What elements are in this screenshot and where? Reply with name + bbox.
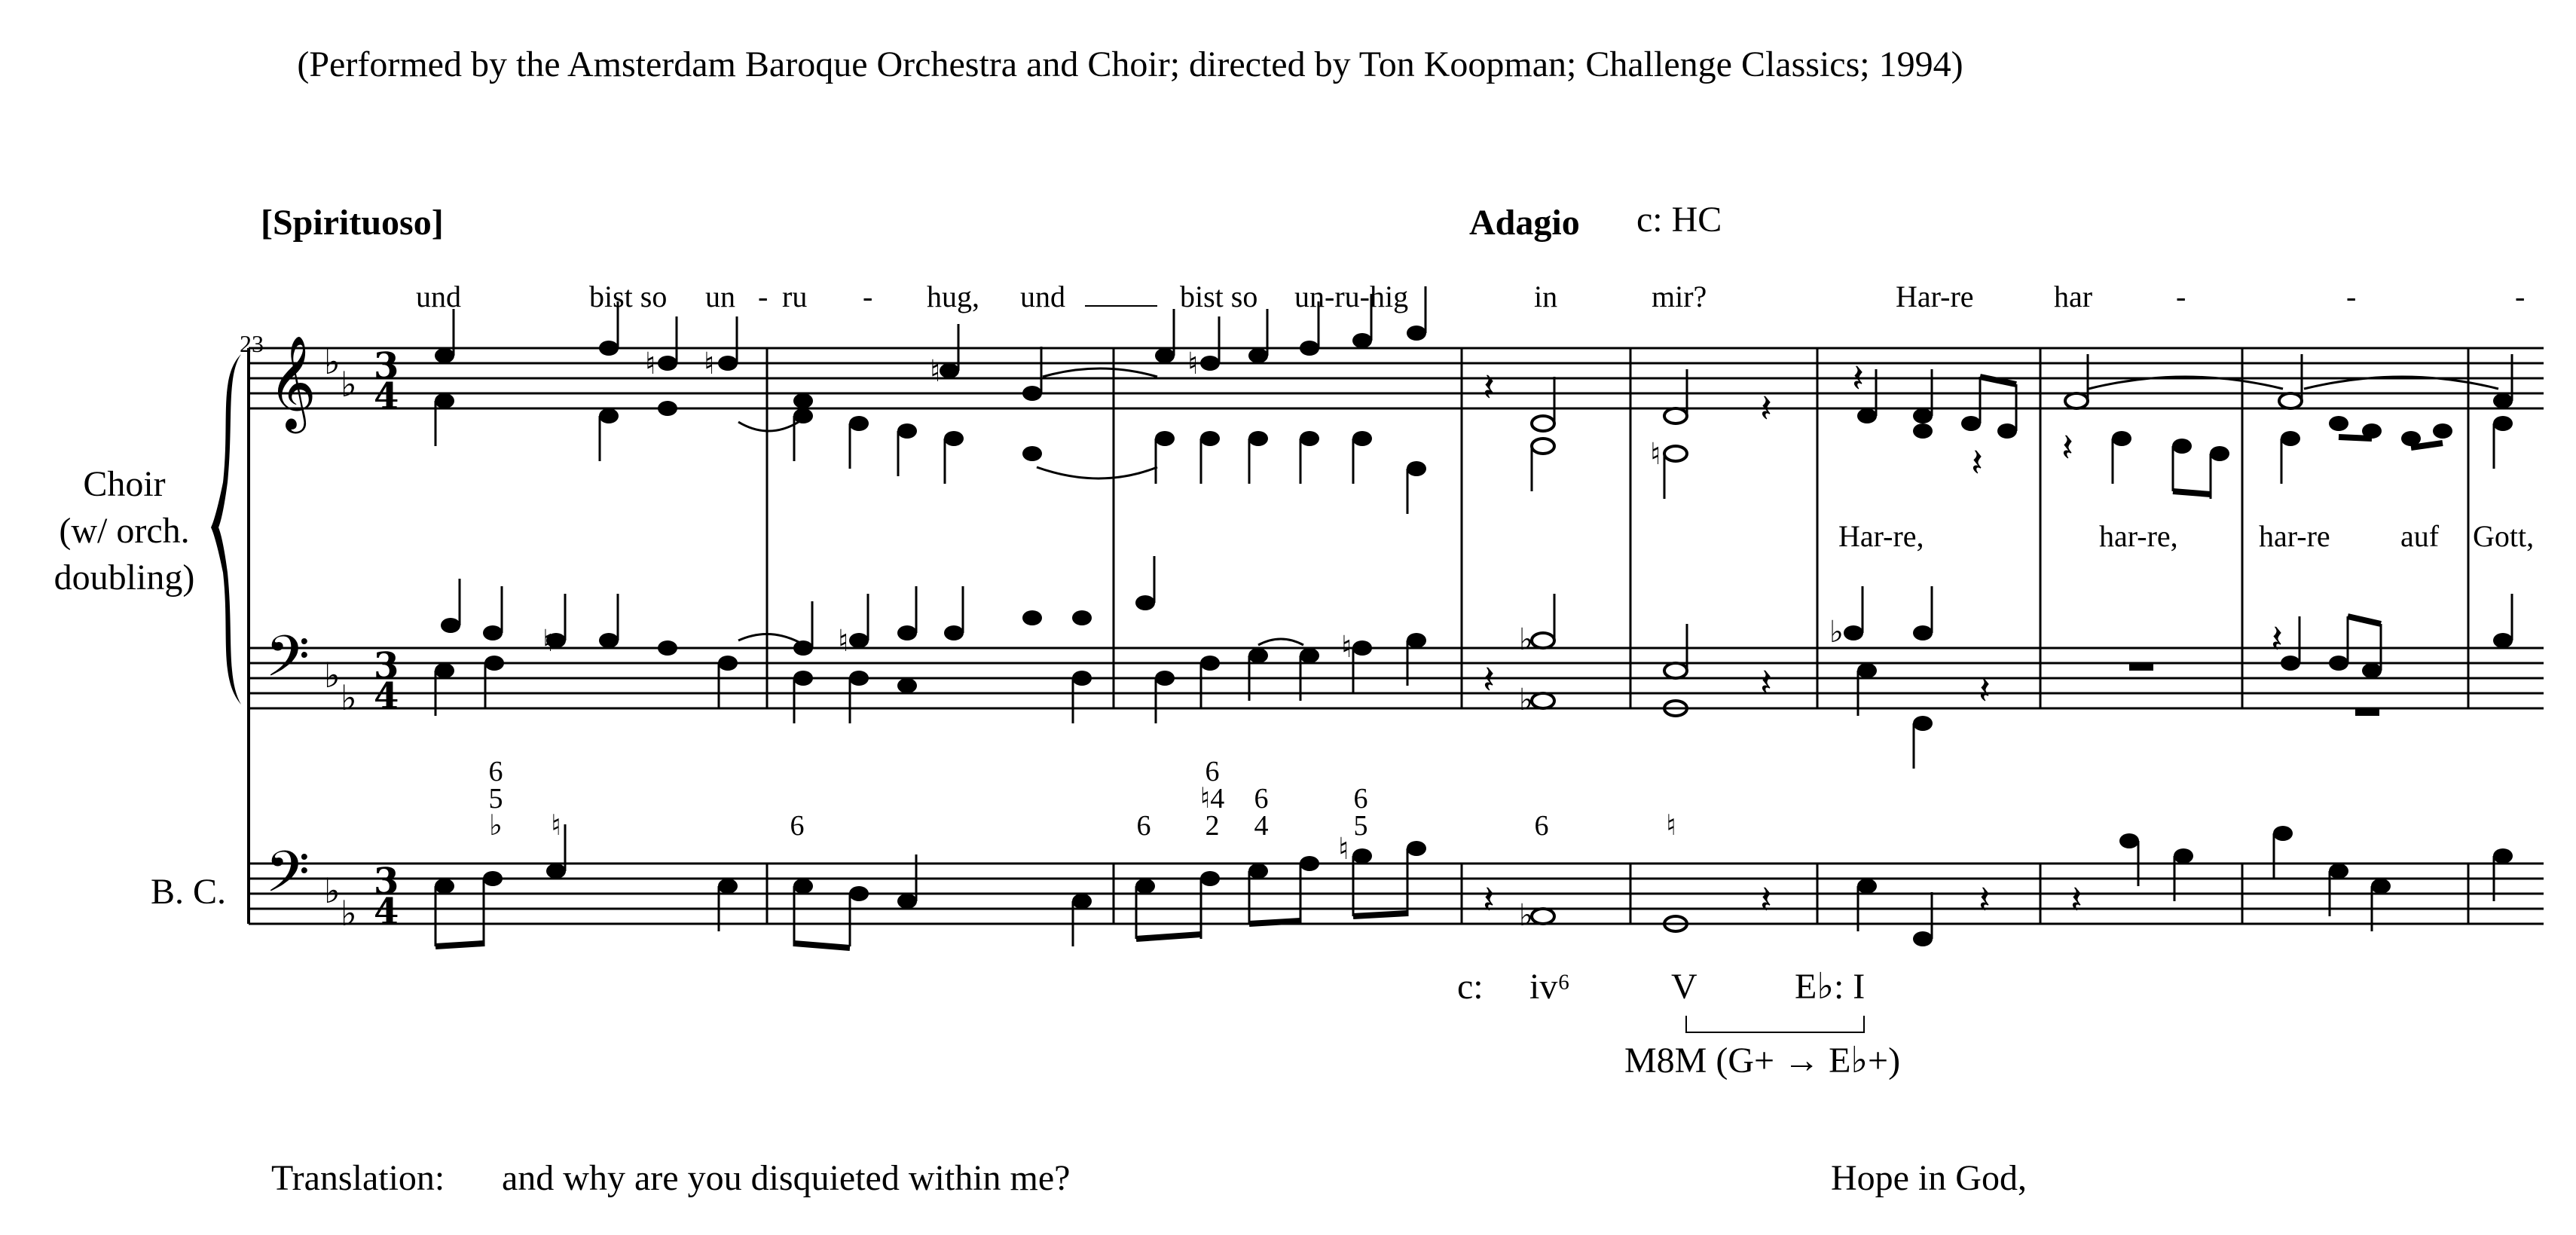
svg-text:𝄽: 𝄽 — [2271, 617, 2283, 662]
svg-text:𝄽: 𝄽 — [2061, 426, 2073, 471]
svg-text:♭: ♭ — [324, 341, 341, 382]
measure-number: 23 — [240, 330, 264, 357]
svg-text:3: 3 — [374, 861, 399, 903]
analysis-bracket — [1686, 1016, 1864, 1032]
figure: 6 — [1205, 756, 1220, 787]
lyric-top: ru — [782, 280, 808, 313]
svg-text:♮: ♮ — [1187, 347, 1199, 381]
lyric-top: bist so — [589, 280, 668, 313]
roman-chord: iv⁶ — [1529, 967, 1571, 1007]
choir-label-line: (w/ orch. — [59, 511, 190, 551]
performance-caption: (Performed by the Amsterdam Baroque Orchestra and Choir; directed by Ton Koopman; Challenge Classics; 1994) — [297, 44, 1963, 84]
svg-text:𝄢: 𝄢 — [265, 839, 310, 919]
accidentals — [542, 347, 1844, 933]
figure: 6 — [488, 756, 503, 787]
cadence-marking: c: HC — [1636, 200, 1722, 240]
tempo-adagio: Adagio — [1469, 203, 1580, 243]
svg-text:3: 3 — [374, 345, 399, 387]
lyric-top: har — [2054, 280, 2093, 313]
time-signatures — [374, 345, 399, 933]
staff-treble — [249, 348, 2544, 408]
svg-text:♭: ♭ — [1519, 898, 1533, 933]
ties — [738, 368, 2498, 645]
svg-text:𝄽: 𝄽 — [1971, 441, 1983, 486]
tempo-spirituoso: [Spirituoso] — [261, 203, 444, 243]
figure: ♮ — [551, 810, 561, 842]
rests — [1483, 356, 2283, 923]
svg-text:♮: ♮ — [838, 624, 849, 659]
svg-text:♮: ♮ — [645, 347, 656, 381]
figure: ♭ — [489, 810, 503, 842]
lyric-top: un — [705, 280, 735, 313]
lyric-middle: Gott, — [2473, 519, 2535, 553]
svg-text:4: 4 — [374, 375, 399, 417]
lyric-top: mir? — [1652, 280, 1707, 313]
svg-text:𝄽: 𝄽 — [1979, 878, 1991, 923]
figure: ♮4 — [1199, 783, 1225, 815]
svg-text:𝄽: 𝄽 — [1852, 356, 1864, 402]
lyric-top: bist so — [1180, 280, 1258, 313]
lyric-top: Har-re — [1896, 280, 1974, 313]
lyric-top: - — [2176, 280, 2186, 313]
lyric-top: - — [2515, 280, 2526, 313]
svg-text:♭: ♭ — [324, 655, 341, 695]
svg-text:𝄽: 𝄽 — [1979, 668, 1991, 714]
svg-text:♮: ♮ — [930, 354, 941, 389]
key-signatures — [324, 341, 357, 934]
figure: 2 — [1205, 810, 1220, 842]
svg-text:𝄽: 𝄽 — [1760, 387, 1772, 432]
svg-text:♭: ♭ — [1829, 615, 1844, 650]
lyric-top: - — [863, 280, 873, 313]
choir-label-line: doubling) — [53, 558, 195, 598]
bass-clefs — [265, 623, 310, 919]
lyric-top: hug, — [927, 280, 979, 313]
lyric-top: und — [416, 280, 461, 313]
svg-text:𝄽: 𝄽 — [1760, 878, 1772, 923]
lyric-middle: Har-re, — [1838, 519, 1924, 553]
translation-label: Translation: — [271, 1158, 445, 1198]
roman-key: c: — [1457, 967, 1484, 1007]
svg-text:♮: ♮ — [542, 624, 554, 659]
figure: 6 — [1136, 810, 1151, 842]
lyric-top: un-ru-hig — [1294, 280, 1409, 313]
svg-text:♭: ♭ — [1519, 683, 1533, 717]
svg-text:♮: ♮ — [1650, 437, 1661, 472]
figure: 6 — [1254, 783, 1269, 815]
svg-text:4: 4 — [374, 891, 399, 933]
lyric-middle: har-re, — [2099, 519, 2178, 553]
whole-rest — [2355, 708, 2379, 716]
barlines — [767, 348, 2468, 924]
figure: 6 — [790, 810, 805, 842]
stems — [435, 286, 2512, 946]
lyric-top: in — [1534, 280, 1558, 313]
roman-chord: V — [1671, 967, 1697, 1007]
figure: ♮ — [1666, 810, 1676, 842]
svg-text:4: 4 — [374, 675, 399, 717]
continuo-label: B. C. — [151, 872, 227, 912]
choir-brace — [211, 354, 241, 705]
roman-chord: E♭: I — [1795, 967, 1866, 1007]
figure: 6 — [1353, 783, 1368, 815]
figure: 5 — [488, 783, 503, 815]
motion-label: M8M (G+ → E♭+) — [1624, 1041, 1901, 1081]
lyric-top: und — [1020, 280, 1065, 313]
whole-rest — [2129, 663, 2153, 671]
treble-clef — [268, 335, 316, 433]
svg-text:𝄽: 𝄽 — [1483, 365, 1495, 411]
choir-label-line: Choir — [83, 464, 166, 504]
svg-text:♭: ♭ — [341, 893, 357, 934]
svg-text:𝄞: 𝄞 — [268, 335, 316, 429]
svg-text:𝄽: 𝄽 — [1760, 661, 1772, 706]
noteheads — [435, 326, 2513, 946]
svg-text:♮: ♮ — [704, 347, 715, 381]
lyric-top: - — [2346, 280, 2357, 313]
svg-text:𝄽: 𝄽 — [1483, 878, 1495, 923]
svg-text:♭: ♭ — [324, 870, 341, 911]
svg-text:♭: ♭ — [341, 364, 357, 405]
figure: 4 — [1254, 810, 1269, 842]
svg-text:𝄢: 𝄢 — [265, 623, 310, 704]
svg-text:♭: ♭ — [1519, 622, 1533, 657]
svg-text:♮: ♮ — [1338, 832, 1349, 867]
svg-text:𝄽: 𝄽 — [1483, 658, 1495, 703]
lyric-middle: har-re — [2259, 519, 2330, 553]
lyric-middle: auf — [2400, 519, 2440, 553]
figure: 6 — [1534, 810, 1549, 842]
translation-line2: Hope in God, — [1831, 1158, 2027, 1198]
svg-text:♭: ♭ — [341, 677, 357, 718]
svg-text:𝄽: 𝄽 — [2070, 878, 2082, 923]
lyric-top: - — [758, 280, 769, 313]
translation-line1: and why are you disquieted within me? — [502, 1158, 1071, 1198]
staff-bass-choir — [249, 648, 2544, 708]
svg-text:♮: ♮ — [1341, 630, 1352, 665]
svg-text:3: 3 — [374, 645, 399, 687]
figure: 5 — [1353, 810, 1368, 842]
